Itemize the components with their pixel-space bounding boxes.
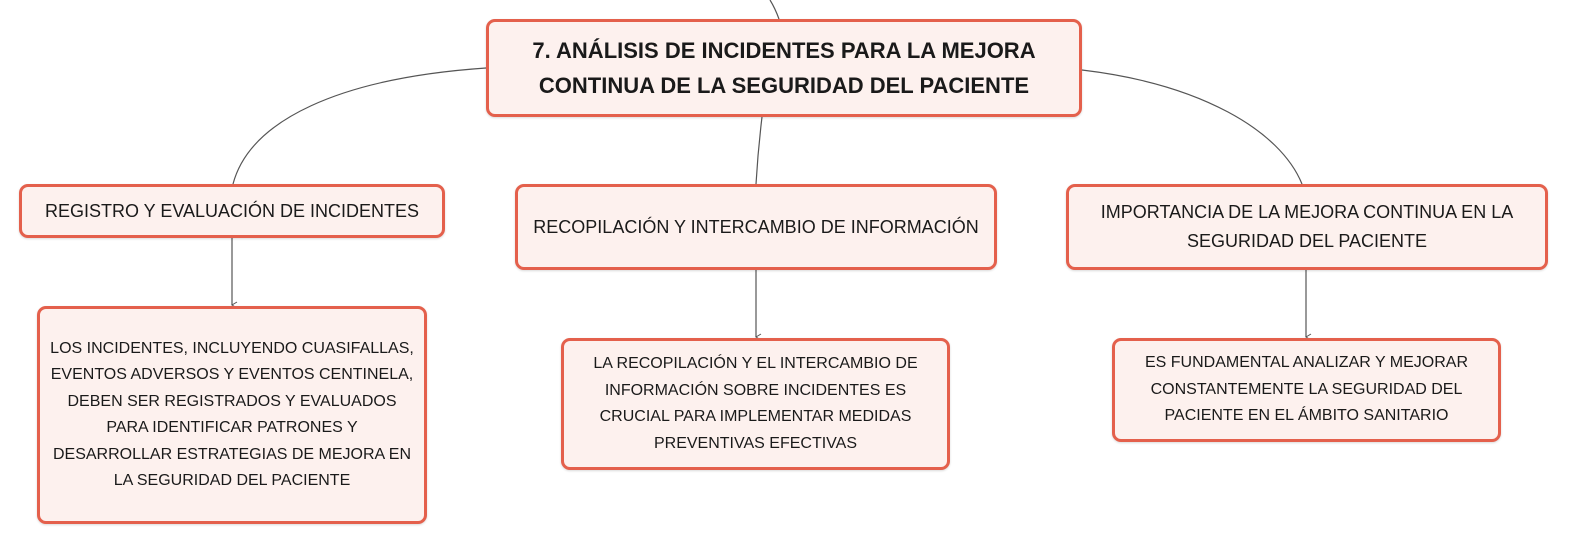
connector-root-to-branch-3 [1082,70,1302,184]
root-topic-node[interactable] [486,19,1082,117]
branch-node-registro[interactable] [19,184,445,238]
branch-label: IMPORTANCIA DE LA MEJORA CONTINUA EN LA SEGURIDAD DEL PACIENTE [1100,202,1514,251]
connector-parent-to-root [770,0,779,19]
connector-root-to-branch-1 [233,68,486,184]
branch-node-recopilacion[interactable] [515,184,997,270]
detail-node-recopilacion[interactable] [561,338,950,470]
detail-text: ES FUNDAMENTAL ANALIZAR Y MEJORAR CONSTANTEMENTE LA SEGURIDAD DEL PACIENTE EN EL ÁMBITO SANITARIO [1144,354,1469,425]
connector-root-to-branch-2 [756,117,762,184]
root-topic-title: 7. ANÁLISIS DE INCIDENTES PARA LA MEJORA CONTINUA DE LA SEGURIDAD DEL PACIENTE [532,38,1036,98]
detail-text: LOS INCIDENTES, INCLUYENDO CUASIFALLAS, EVENTOS ADVERSOS Y EVENTOS CENTINELA, DEBEN SER REGISTRADOS Y EVALUADOS PARA IDENTIFICAR PATRONES Y DESARROLLAR ESTRATEGIAS DE MEJORA EN LA SEGURIDAD DEL PACIENTE [50,339,414,489]
detail-node-registro[interactable] [37,306,427,524]
branch-label: REGISTRO Y EVALUACIÓN DE INCIDENTES [44,200,420,221]
branch-label: RECOPILACIÓN Y INTERCAMBIO DE INFORMACIÓN [533,216,979,237]
detail-text: LA RECOPILACIÓN Y EL INTERCAMBIO DE INFORMACIÓN SOBRE INCIDENTES ES CRUCIAL PARA IMPLEMENTAR MEDIDAS PREVENTIVAS EFECTIVAS [593,355,918,452]
detail-node-importancia[interactable] [1112,338,1501,442]
branch-node-importancia[interactable] [1066,184,1548,270]
